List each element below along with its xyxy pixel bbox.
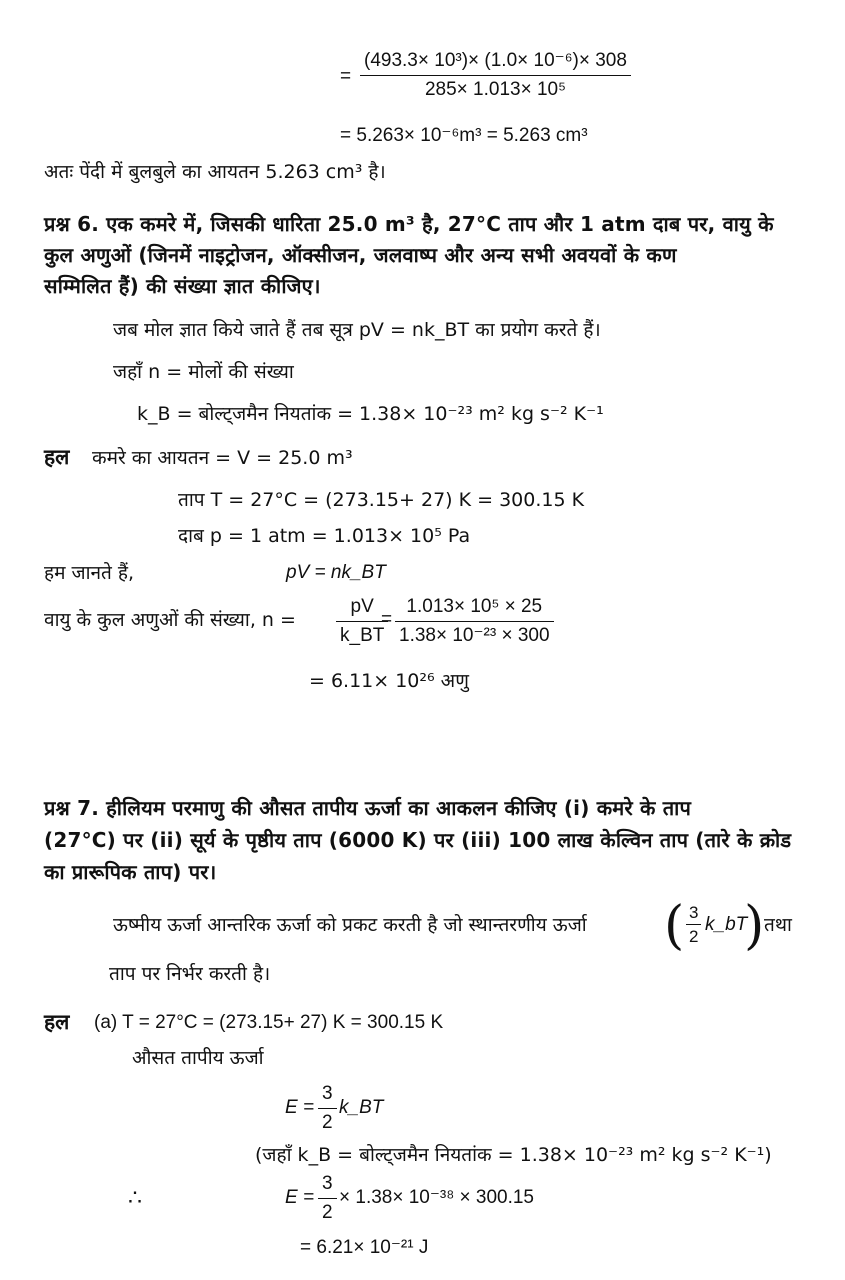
fraction-denominator: 2 xyxy=(689,927,699,946)
q6-note1: जब मोल ज्ञात किये जाते हैं तब सूत्र pV = nk_BT का प्रयोग करते हैं। xyxy=(113,319,601,341)
fraction-numerator: 3 xyxy=(318,1083,337,1109)
q6-sol4-right: pV = nk_BT xyxy=(286,562,386,583)
q6-solution-label: हल xyxy=(44,445,70,469)
q7-line2: (27°C) पर (ii) सूर्य के पृष्ठीय ताप (6000 K) पर (iii) 100 लाख केल्विन ताप (तारे के क्रोड xyxy=(44,828,792,852)
fraction-numerator: (493.3× 10³)× (1.0× 10⁻⁶)× 308 xyxy=(360,50,631,76)
therefore-symbol: ∴ xyxy=(128,1185,142,1210)
left-paren: ( xyxy=(664,896,685,956)
e1-fraction xyxy=(318,1083,337,1134)
q6-sol5-left: वायु के कुल अणुओं की संख्या, n = xyxy=(44,609,296,631)
where-note: (जहाँ k_B = बोल्ट्जमैन नियतांक = 1.38× 10⁻²³ m² kg s⁻² K⁻¹) xyxy=(255,1144,772,1166)
fraction-denominator: 285× 1.013× 10⁵ xyxy=(424,79,566,100)
q7-solution-label: हल xyxy=(44,1010,70,1034)
fraction-denominator: 1.38× 10⁻²³ × 300 xyxy=(399,625,550,646)
e2-lhs: E = xyxy=(285,1187,315,1208)
e3-result: = 6.21× 10⁻²¹ J xyxy=(300,1237,429,1258)
q6-line3: सम्मिलित हैं) की संख्या ज्ञात कीजिए। xyxy=(44,274,321,298)
q6-sol2: ताप T = 27°C = (273.15+ 27) K = 300.15 K xyxy=(178,489,585,511)
q6-sol3: दाब p = 1 atm = 1.013× 10⁵ Pa xyxy=(178,525,471,547)
fraction-numerator: 3 xyxy=(318,1173,337,1199)
q6-note2: जहाँ n = मोलों की संख्या xyxy=(113,361,294,383)
equals-sign: = xyxy=(340,66,352,87)
q7-note1-k: k_bT xyxy=(705,914,748,935)
q6-sol6: = 6.11× 10²⁶ अणु xyxy=(309,670,469,692)
e1-rhs: k_BT xyxy=(339,1097,384,1118)
fraction-numerator: 3 xyxy=(686,903,701,925)
e1-lhs: E = xyxy=(285,1097,315,1118)
fraction-numerator: 1.013× 10⁵ × 25 xyxy=(395,596,554,622)
q7-note2: ताप पर निर्भर करती है। xyxy=(109,963,271,985)
fraction-top xyxy=(360,50,631,101)
q6-fraction-2 xyxy=(395,596,554,647)
q7-note-fraction xyxy=(686,903,701,946)
conclusion-text: अतः पेंदी में बुलबुले का आयतन 5.263 cm³ है। xyxy=(44,161,386,183)
q7-line1: प्रश्न 7. हीलियम परमाणु की औसत तापीय ऊर्जा का आकलन कीजिए (i) कमरे के ताप xyxy=(44,796,692,820)
q7-note1-b: तथा xyxy=(764,914,792,936)
fraction-denominator: 2 xyxy=(322,1202,333,1223)
fraction-denominator: 2 xyxy=(322,1112,333,1133)
q6-sol4-left: हम जानते हैं, xyxy=(44,562,135,584)
q7-line3: का प्रारूपिक ताप) पर। xyxy=(44,860,217,884)
e2-fraction xyxy=(318,1173,337,1224)
q6-line1: प्रश्न 6. एक कमरे में, जिसकी धारिता 25.0 m³ है, 27°C ताप और 1 atm दाब पर, वायु के xyxy=(44,212,774,236)
q7-sol-a: (a) T = 27°C = (273.15+ 27) K = 300.15 K xyxy=(94,1012,444,1033)
q6-line2: कुल अणुओं (जिनमें नाइट्रोजन, ऑक्सीजन, जलवाष्प और अन्य सभी अवयवों के कण xyxy=(44,243,677,267)
q7-sol-avg: औसत तापीय ऊर्जा xyxy=(132,1047,264,1069)
fraction-numerator: pV xyxy=(336,596,388,622)
fraction-denominator: k_BT xyxy=(340,625,385,646)
q6-sol1: कमरे का आयतन = V = 25.0 m³ xyxy=(92,447,353,469)
q7-note1-a: ऊष्मीय ऊर्जा आन्तरिक ऊर्जा को प्रकट करती है जो स्थान्तरणीय ऊर्जा xyxy=(113,914,587,936)
right-paren: ) xyxy=(744,896,765,956)
q6-note3: k_B = बोल्ट्जमैन नियतांक = 1.38× 10⁻²³ m² kg s⁻² K⁻¹ xyxy=(137,403,604,425)
result-line: = 5.263× 10⁻⁶m³ = 5.263 cm³ xyxy=(340,125,588,146)
equals-sign: = xyxy=(381,609,393,630)
e2-rhs: × 1.38× 10⁻³⁸ × 300.15 xyxy=(339,1187,535,1208)
